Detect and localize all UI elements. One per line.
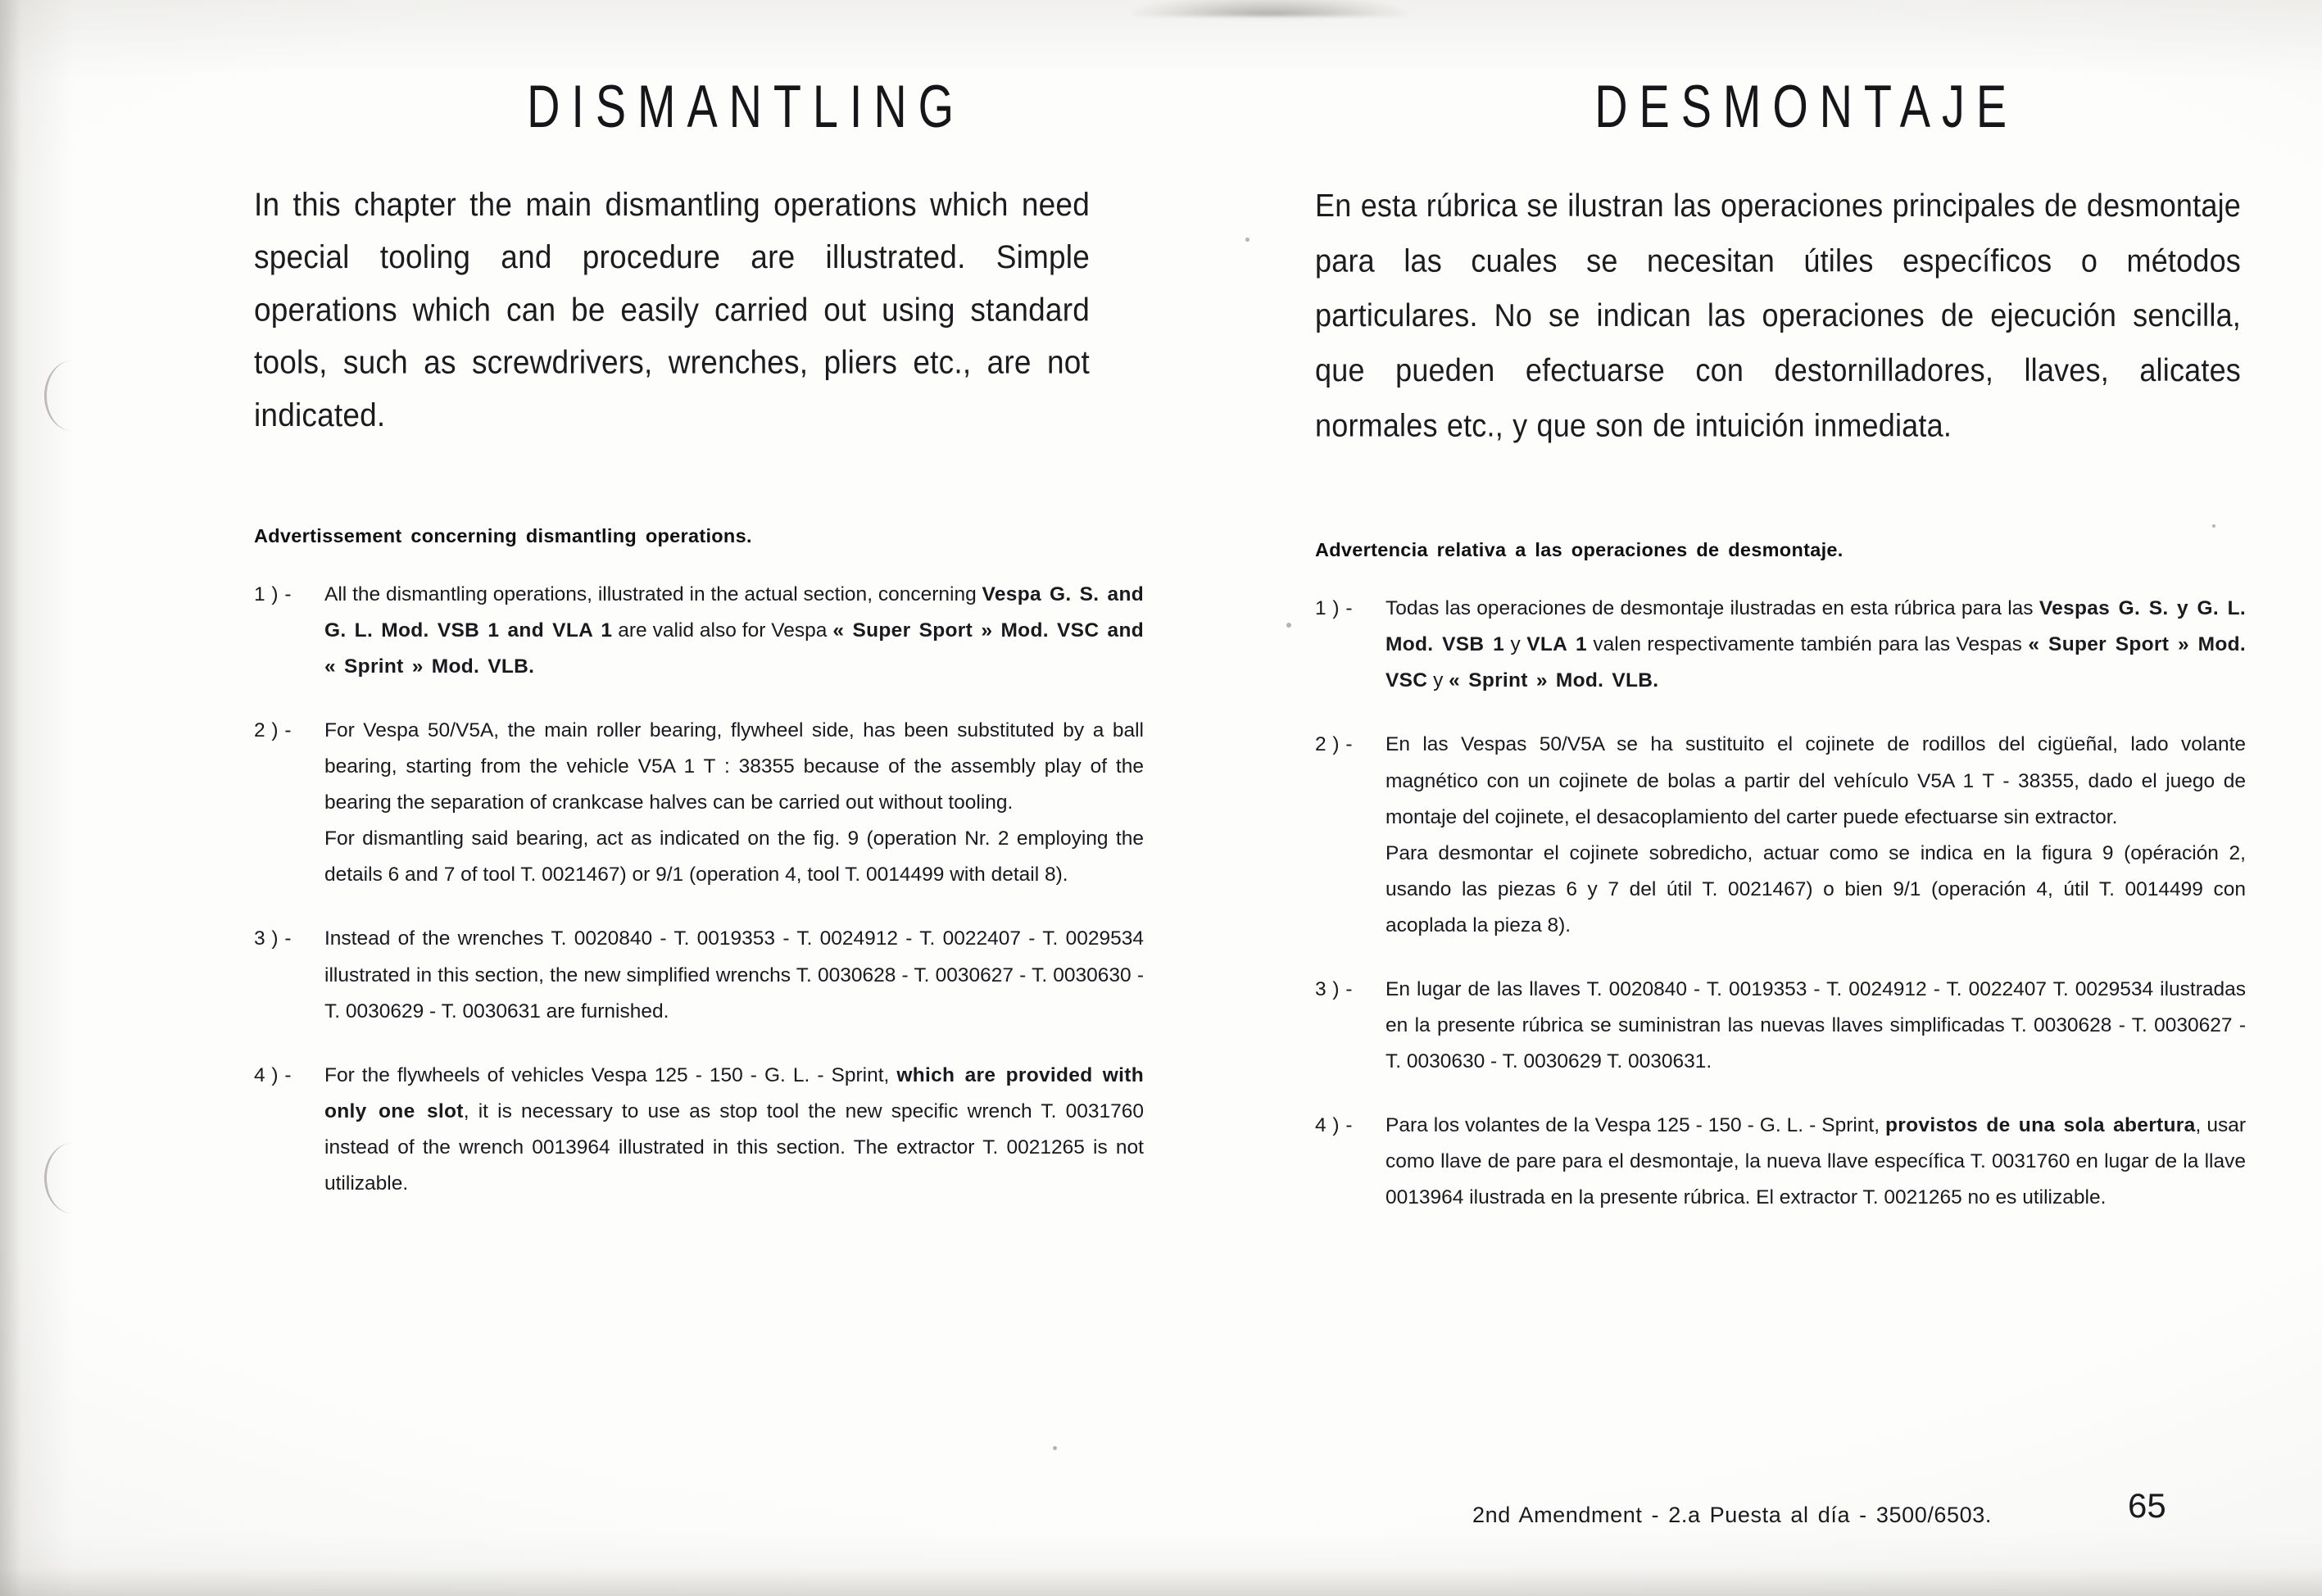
note-text: [324, 577, 1144, 685]
note-paragraph: For Vespa 50/V5A, the main roller bearing, flywheel side, has been substituted by a ball bearing, starting from the vehicle V5A 1 T : 38355 because of the assembly play of the bearing the separation of crankcase halves can be carried out without tooling.: [324, 719, 1144, 814]
note-marker: 4 ) -: [254, 1063, 293, 1086]
note-text: [1385, 727, 2246, 944]
note-emphasis: « Super Sport » Mod. VSC: [1385, 633, 2247, 692]
note-paragraph: Para desmontar el cojinete sobredicho, actuar como se indica en la figura 9 (opéración 2, usando las piezas 6 y 7 del útil T. 0021467) o bien 9/1 (operación 4, útil T. 0014499 con acoplada la pieza 8).: [1385, 841, 2246, 936]
note-emphasis: provistos de una sola abertura: [1885, 1114, 2196, 1137]
page-title-spanish: DESMONTAJE: [1594, 73, 2019, 140]
note-marker: 1 ) -: [1315, 597, 1354, 620]
note-item: [254, 713, 1144, 893]
note-paragraph: Todas las operaciones de desmontaje ilustradas en esta rúbrica para las Vespas G. S. y G. L. Mod. VSB 1 y VLA 1 valen respectivamente también para las Vespas « Super Sport » Mod. VSC y « Sprint » Mod. VLB.: [1385, 597, 2247, 692]
note-emphasis: Vespas G. S. y G. L. Mod. VSB 1: [1385, 597, 2246, 656]
note-text: [324, 1058, 1144, 1202]
note-paragraph: All the dismantling operations, illustrated in the actual section, concerning Vespa G. S. and G. L. Mod. VSB 1 and VLA 1 are valid also for Vespa « Super Sport » Mod. VSC and « Sprint » Mod. VLB.: [324, 583, 1144, 678]
note-paragraph: En las Vespas 50/V5A se ha sustituito el cojinete de rodillos del cigüeñal, lado volante magnético con un cojinete de bolas a partir del vehículo V5A 1 T - 38355, dado el juego de montaje del cojinete, el desacoplamiento del carter puede efectuarse sin extractor.: [1385, 733, 2246, 828]
note-emphasis: VLA 1: [1526, 633, 1587, 656]
notes-list-english: [254, 547, 1229, 1202]
note-item: [1315, 1108, 2246, 1216]
notice-heading-spanish: Advertencia relativa a las operaciones de desmontaje.: [1315, 539, 1844, 561]
note-text: [324, 921, 1144, 1029]
note-text: [1385, 972, 2246, 1080]
note-text: [1385, 591, 2246, 699]
page-title-english: DISMANTLING: [527, 73, 965, 140]
note-marker: 2 ) -: [1315, 733, 1354, 756]
footer-amendment-text: 2nd Amendment - 2.a Puesta al día - 3500/6503.: [1472, 1503, 1992, 1527]
note-item: [254, 1058, 1144, 1202]
intro-paragraph-spanish: En esta rúbrica se ilustran las operaciones principales de desmontaje para las cuales se necesitan útiles específicos o métodos particulares. No se indican las operaciones de ejecución sencilla, que pueden efectuarse con destornilladores, llaves, alicates normales etc., y que son de intuición inmediata.: [1315, 187, 2241, 443]
page-footer: [1315, 1486, 2290, 1530]
note-emphasis: which are provided with only one slot: [324, 1063, 1144, 1122]
note-paragraph: Para los volantes de la Vespa 125 - 150 - G. L. - Sprint, provistos de una sola abertura, usar como llave de pare para el desmontaje, la nueva llave específica T. 0031760 en lugar de la llave 0013964 ilustrada en la presente rúbrica. El extractor T. 0021265 no es utilizable.: [1385, 1114, 2246, 1209]
note-paragraph: En lugar de las llaves T. 0020840 - T. 0019353 - T. 0024912 - T. 0022407 T. 0029534 ilustradas en la presente rúbrica se suministran las nuevas llaves simplificadas T. 0030628 - T. 0030627 - T. 0030630 - T. 0030629 T. 0030631.: [1385, 977, 2246, 1073]
note-item: [1315, 727, 2246, 944]
note-marker: 4 ) -: [1315, 1114, 1354, 1137]
note-marker: 2 ) -: [254, 719, 293, 741]
notice-heading-english: Advertissement concerning dismantling operations.: [254, 524, 752, 546]
note-text: [324, 713, 1144, 893]
note-emphasis: « Sprint » Mod. VLB.: [1449, 669, 1659, 692]
page-number: 65: [2128, 1486, 2166, 1525]
note-emphasis: Vespa G. S. and G. L. Mod. VSB 1 and VLA 1: [324, 583, 1144, 642]
note-paragraph: For the flywheels of vehicles Vespa 125 - 150 - G. L. - Sprint, which are provided with only one slot, it is necessary to use as stop tool the new specific wrench T. 0031760 instead of the wrench 0013964 illustrated in this section. The extractor T. 0021265 is not utilizable.: [324, 1063, 1144, 1195]
notes-list-spanish: [1315, 561, 2290, 1216]
note-paragraph: For dismantling said bearing, act as indicated on the fig. 9 (operation Nr. 2 employing the details 6 and 7 of tool T. 0021467) or 9/1 (operation 4, tool T. 0014499 with detail 8).: [324, 827, 1144, 886]
note-item: [1315, 591, 2246, 699]
note-item: [1315, 972, 2246, 1080]
note-item: [254, 577, 1144, 685]
note-text: [1385, 1108, 2246, 1216]
note-paragraph: Instead of the wrenches T. 0020840 - T. 0019353 - T. 0024912 - T. 0022407 - T. 0029534 illustrated in this section, the new simplified wrenchs T. 0030628 - T. 0030627 - T. 0030630 - T. 0030629 - T. 0030631 are furnished.: [324, 927, 1144, 1022]
intro-paragraph-english: In this chapter the main dismantling operations which need special tooling and procedure are illustrated. Simple operations which can be easily carried out using standard tools, such as screwdrivers, wrenches, pliers etc., are not indicated.: [254, 186, 1090, 433]
column-spanish: [1315, 0, 2290, 1217]
column-english: [254, 0, 1229, 1202]
note-emphasis: « Super Sport » Mod. VSC and « Sprint » Mod. VLB.: [324, 619, 1144, 678]
note-marker: 3 ) -: [254, 927, 293, 950]
note-marker: 3 ) -: [1315, 977, 1354, 1000]
note-marker: 1 ) -: [254, 583, 293, 605]
note-item: [254, 921, 1144, 1029]
